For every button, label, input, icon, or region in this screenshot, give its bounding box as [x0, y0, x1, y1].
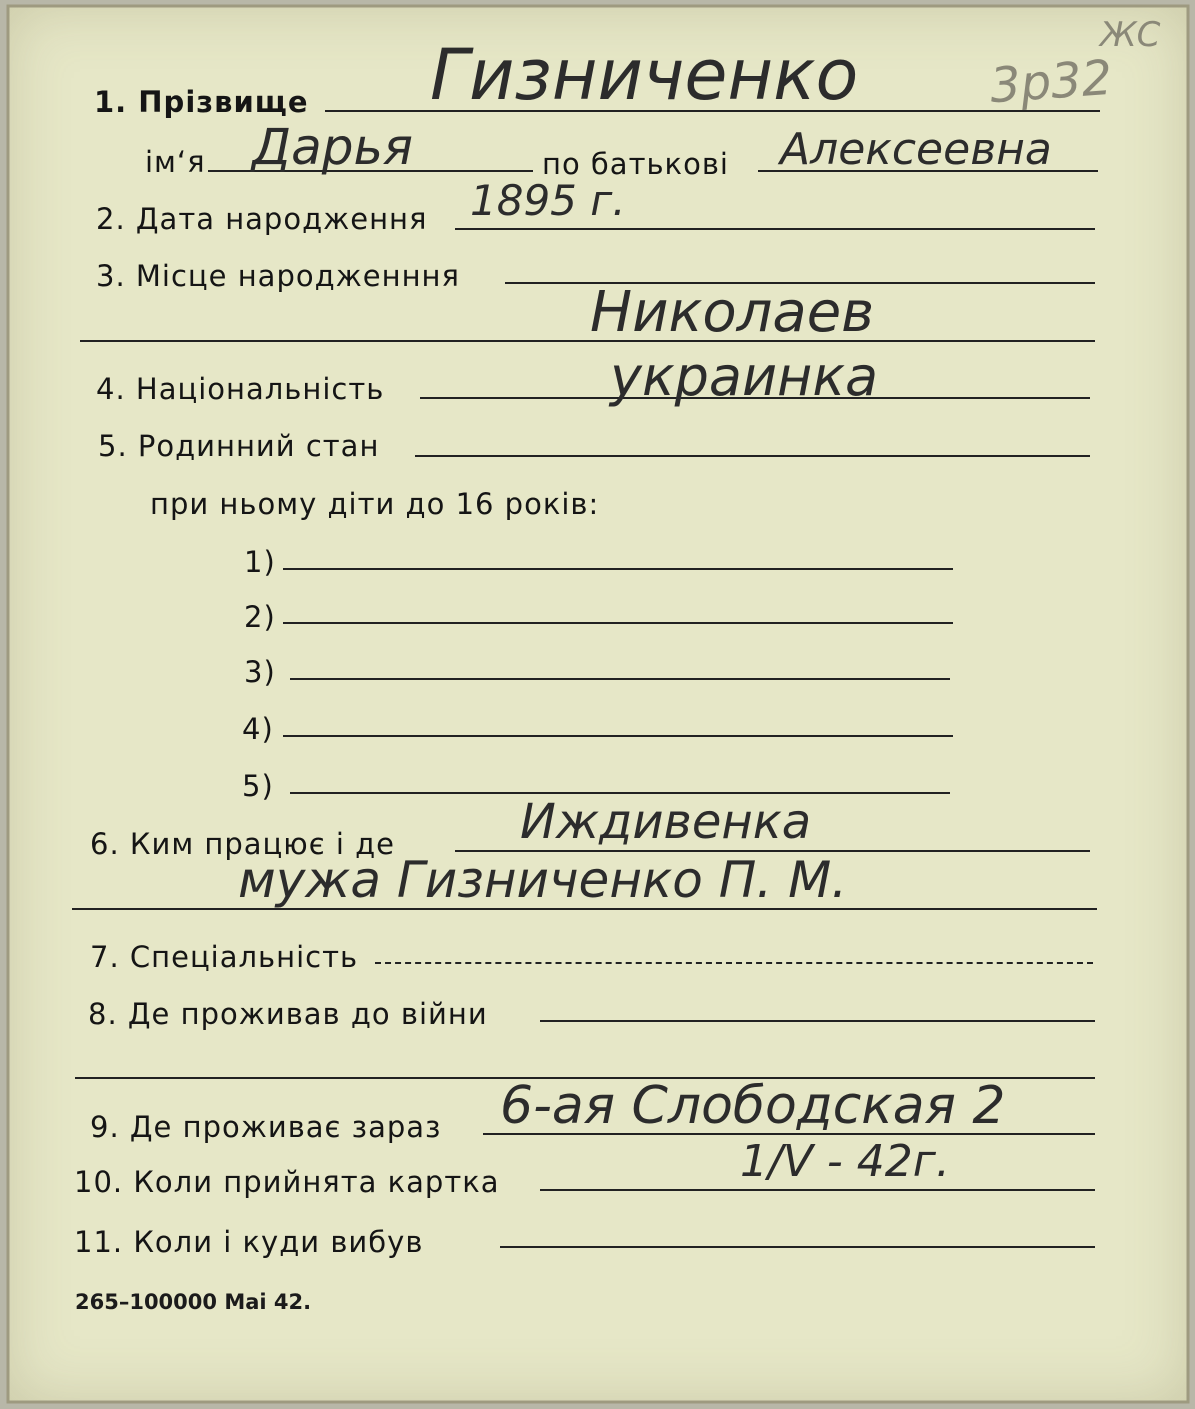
- children-label: при ньому діти до 16 років:: [150, 487, 600, 521]
- annotation-code-top: ЖС: [1100, 15, 1161, 55]
- first-name-label: ім‘я: [145, 145, 206, 179]
- print-code: 265–100000 Mai 42.: [75, 1290, 312, 1314]
- child-3-line: [290, 678, 950, 680]
- annotation-code-number: 3р32: [988, 49, 1114, 115]
- card-date-value: 1/V - 42г.: [740, 1136, 950, 1187]
- nationality-label: 4. Національність: [96, 372, 385, 406]
- patronymic-label: по батькові: [542, 147, 729, 181]
- child-4-line: [283, 735, 953, 737]
- current-residence-label: 9. Де проживає зараз: [90, 1110, 442, 1144]
- patronymic-value: Алексеевна: [780, 124, 1052, 175]
- current-residence-value: 6-ая Слободская 2: [500, 1076, 1006, 1136]
- work-value-line2: мужа Гизниченко П. М.: [238, 851, 848, 909]
- birth-place-line-2: [80, 340, 1095, 342]
- child-3-label: 3): [244, 655, 276, 689]
- nationality-value: украинка: [610, 345, 879, 408]
- birth-place-value: Николаев: [590, 280, 875, 345]
- work-value-line1: Иждивенка: [520, 794, 812, 850]
- birth-date-label: 2. Дата народження: [96, 202, 428, 236]
- card-date-label: 10. Коли прийнята картка: [74, 1165, 500, 1199]
- surname-value: Гизниченко: [430, 34, 859, 116]
- first-name-value: Дарья: [252, 118, 413, 176]
- family-status-label: 5. Родинний стан: [98, 429, 380, 463]
- work-label: 6. Ким працює і де: [90, 827, 396, 861]
- child-1-line: [283, 568, 953, 570]
- prewar-residence-line-1: [540, 1020, 1095, 1022]
- departure-label: 11. Коли і куди вибув: [74, 1225, 424, 1259]
- birth-date-value: 1895 г.: [470, 176, 626, 225]
- card-date-line: [540, 1189, 1095, 1191]
- specialty-label: 7. Спеціальність: [90, 940, 359, 974]
- child-2-label: 2): [244, 600, 276, 634]
- child-5-label: 5): [242, 769, 274, 803]
- child-4-label: 4): [242, 712, 274, 746]
- birth-date-line: [455, 228, 1095, 230]
- child-2-line: [283, 622, 953, 624]
- departure-line: [500, 1246, 1095, 1248]
- child-1-label: 1): [244, 545, 276, 579]
- birth-place-label: 3. Місце народженння: [96, 259, 460, 293]
- surname-label: 1. Прізвище: [94, 85, 309, 119]
- family-status-line: [415, 455, 1090, 457]
- specialty-line: [375, 962, 1093, 964]
- prewar-residence-label: 8. Де проживав до війни: [88, 997, 488, 1031]
